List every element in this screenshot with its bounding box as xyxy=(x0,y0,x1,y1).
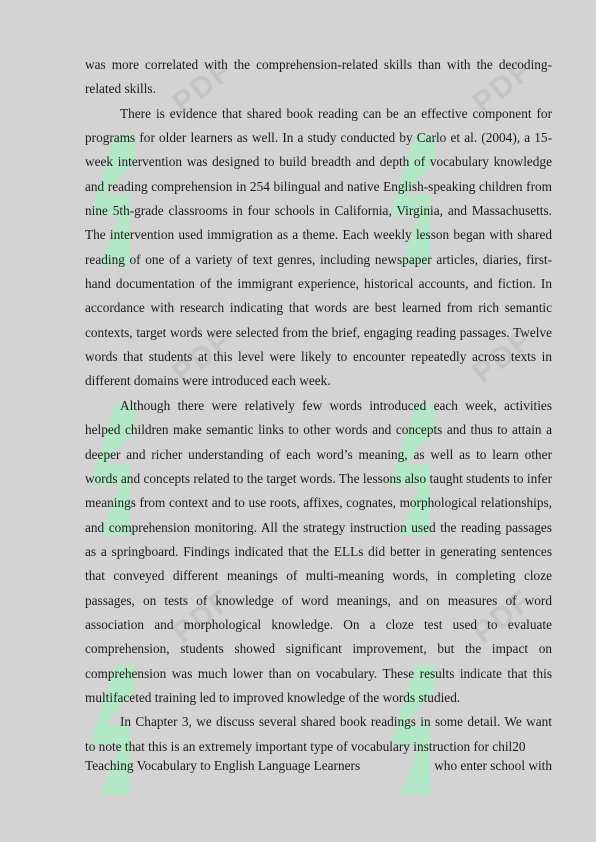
watermark-text: PDF xyxy=(166,53,239,120)
watermark-text: PDF xyxy=(166,323,239,390)
paragraph: There is evidence that shared book reading can be an effective component for programs for older learners as well. In a study conducted by Carlo et al. (2004), a 15-week intervention was designed to build breadth and depth of vocabulary knowledge and reading comprehension in 254 bilingual and native English-speaking children from nine 5th-grade classrooms in four schools in California, Virginia, and Massachusetts. The intervention used immigration as a theme. Each weekly lesson began with shared reading of one of a variety of text genres, including newspaper articles, diaries, first-hand documentation of the immigrant experience, historical accounts, and fiction. In accordance with research indicating that words are best learned from rich semantic contexts, target words were selected from the brief, engaging reading passages. Twelve words that students at this level were likely to encounter repeatedly across texts in different domains were introduced each week. xyxy=(85,105,552,389)
paragraph: In Chapter 3, we discuss several shared book readings in some detail. We want to note that this is an extremely important type of vocabulary instruction for chil20 xyxy=(85,714,552,754)
watermark-text: PDF xyxy=(166,583,239,650)
paragraph: Although there were relatively few words introduced each week, activities helped children make semantic links to other words and concepts and thus to attain a deeper and richer understanding of each word’s meaning, as well as to learn other words and concepts related to the target words. The lessons also taught students to infer meanings from context and to use roots, affixes, cognates, morphological relationships, and comprehension monitoring. All the strategy instruction used the reading passages as a springboard. Findings indicated that the ELLs did better in generating sentences that conveyed different meanings of multi-meaning words, in completing cloze passages, on tests of knowledge of word meanings, and on measures of word association and morphological knowledge. On a cloze test used to evaluate comprehension, students showed significant improvement, but the impact on comprehension was much lower than on vocabulary. These results indicate that this multifaceted training led to improved knowledge of the words studied. xyxy=(85,397,552,705)
body-text xyxy=(85,53,552,759)
paragraph: was more correlated with the comprehension-related skills than with the decoding-related skills. xyxy=(85,57,552,97)
footer-continuation: who enter school with xyxy=(434,758,552,773)
watermark-text: PDF xyxy=(466,323,539,390)
running-footer xyxy=(85,754,552,778)
book-title: Teaching Vocabulary to English Language Learners xyxy=(85,758,361,773)
watermark-text: PDF xyxy=(466,583,539,650)
watermark-text: PDF xyxy=(466,53,539,120)
